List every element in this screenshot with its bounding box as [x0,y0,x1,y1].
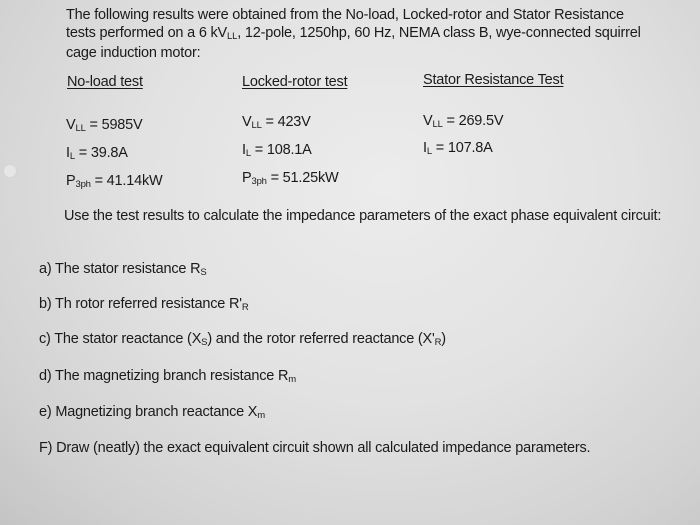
stator-test-current: $I_L = 107.8A$ [423,140,493,157]
question-f: F) Draw (neatly) the exact equivalent circuit shown all calculated impedance parameters. [39,440,591,456]
question-c: c) The stator reactance $(X_S)$ and the rotor referred reactance $(X'_R)$ [39,331,446,348]
locked-rotor-test-heading: Locked-rotor test [242,74,348,90]
locked-rotor-current: $I_L = 108.1A$ [242,142,312,159]
no-load-power: $P_{3ph} = 41.14kW$ [66,173,163,190]
stator-test-voltage: $V_{LL} = 269.5V$ [423,113,504,130]
no-load-voltage: $V_{LL} = 5985V$ [66,117,143,134]
stator-resistance-test-heading: Stator Resistance Test [423,72,564,88]
question-d: d) The magnetizing branch resistance $R_m$ [39,368,296,385]
instruction-text: Use the test results to calculate the impedance parameters of the exact phase equivalent circuit: [64,208,662,224]
intro-paragraph: The following results were obtained from the No-load, Locked-rotor and Stator Resistance tests performed on a 6 $kV_{LL}$, 12-pole, 1250hp, 60 Hz, NEMA class B, wye-connected squirrel cage induction motor: [66,7,641,61]
question-a: a) The stator resistance $R_S$ [39,261,207,278]
locked-rotor-voltage: $V_{LL} = 423V$ [242,114,311,131]
binder-hole [3,164,17,178]
question-b: b) Th rotor referred resistance $R'_R$ [39,296,249,313]
no-load-current: $I_L = 39.8A$ [66,145,128,162]
question-e: e) Magnetizing branch reactance $X_m$ [39,404,265,421]
locked-rotor-power: $P_{3ph} = 51.25kW$ [242,170,339,187]
no-load-test-heading: No-load test [67,74,143,90]
